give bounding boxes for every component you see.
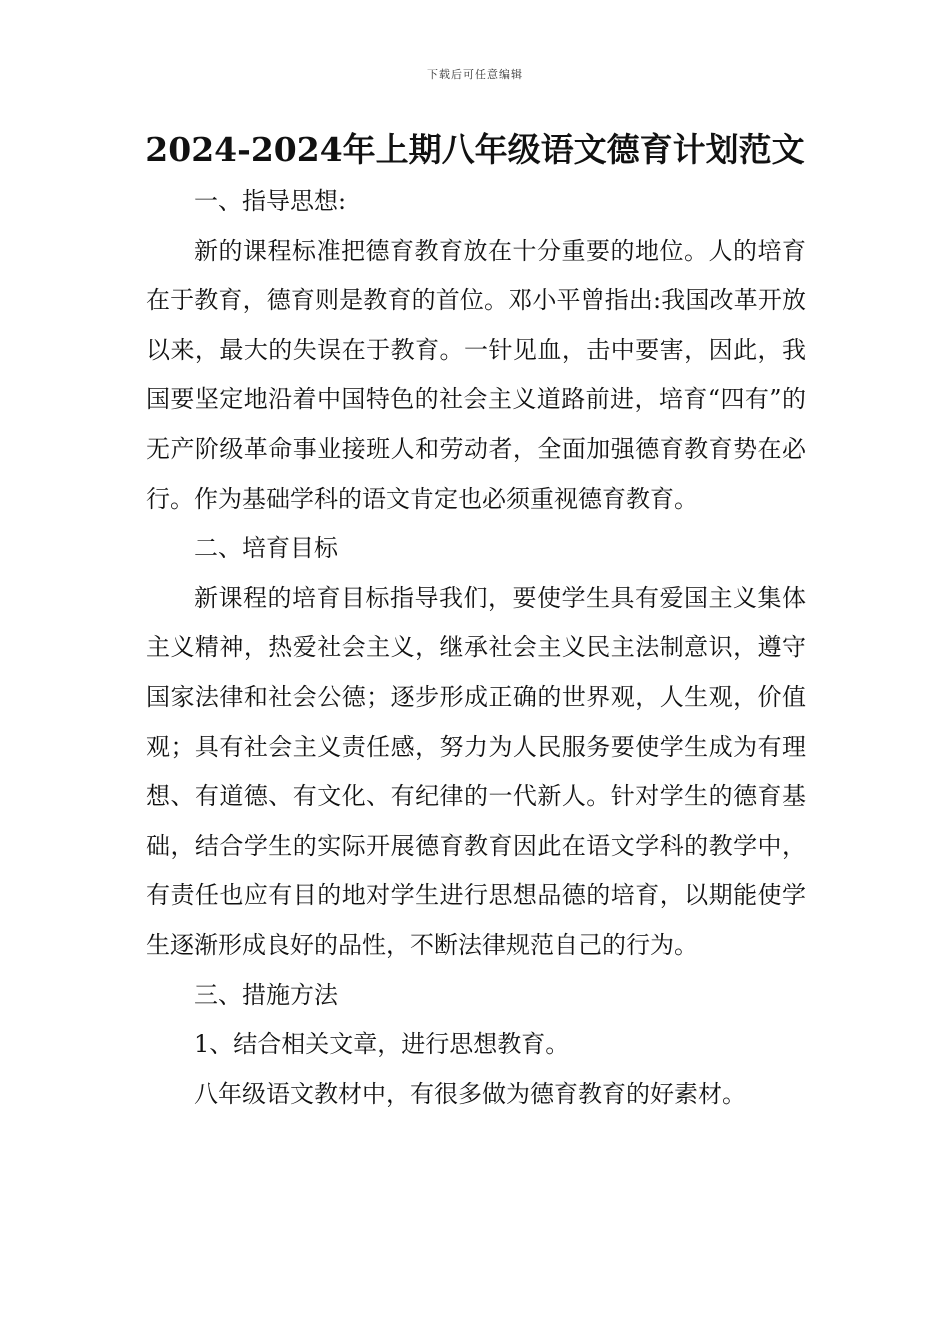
section-heading-goals: 二、培育目标 [194,534,338,563]
header-note: 下载后可任意编辑 [427,68,523,81]
document-title: 2024-2024年上期八年级语文德育计划范文 [145,130,805,169]
document-body [146,177,806,1119]
paragraph: 新的课程标准把德育教育放在十分重要的地位。人的培育在于教育，德育则是教育的首位。邓小平曾指出:我国改革开放以来，最大的失误在于教育。一针见血，击中要害，因此，我国要坚定地沿着中国特色的社会主义道路前进，培育“四有”的无产阶级革命事业接班人和劳动者，全面加强德育教育势在必行。作为基础学科的语文肯定也必须重视德育教育。 [146,236,806,513]
paragraph: 八年级语文教材中，有很多做为德育教育的好素材。 [194,1079,746,1108]
section-heading-guiding-thought: 一、指导思想: [194,187,347,215]
paragraph: 新课程的培育目标指导我们，要使学生具有爱国主义集体主义精神，热爱社会主义，继承社会主义民主法制意识，遵守国家法律和社会公德；逐步形成正确的世界观，人生观，价值观；具有社会主义责任感，努力为人民服务要使学生成为有理想、有道德、有文化、有纪律的一代新人。针对学生的德育基础，结合学生的实际开展德育教育因此在语文学科的教学中，有责任也应有目的地对学生进行思想品德的培育，以期能使学生逐渐形成良好的品性，不断法律规范自己的行为。 [146,583,806,959]
section-heading-measures: 三、措施方法 [194,980,338,1009]
subsection-heading: 1、结合相关文章，进行思想教育。 [194,1030,570,1059]
